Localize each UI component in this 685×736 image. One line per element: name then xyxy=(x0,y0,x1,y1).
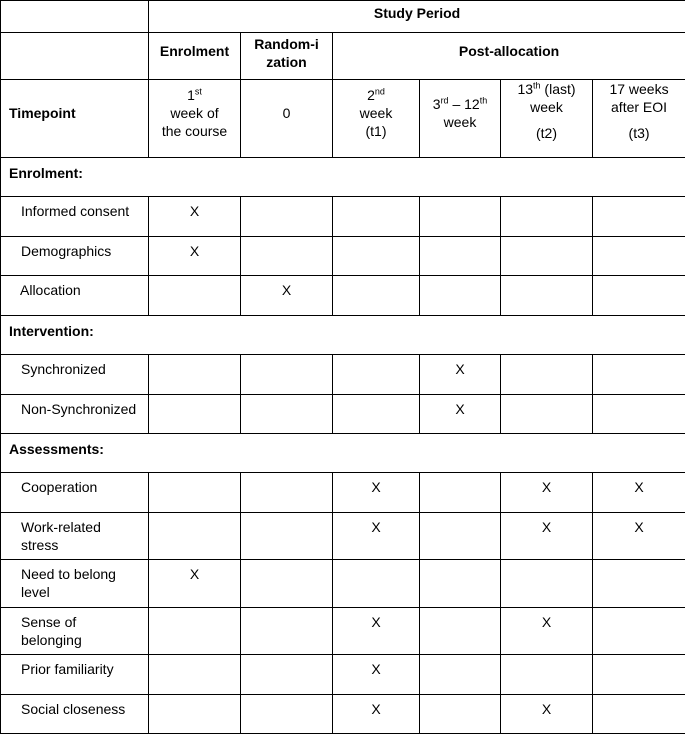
section-row-assessments xyxy=(1,434,685,473)
mark-cell xyxy=(241,695,333,734)
mark-cell xyxy=(149,695,241,734)
mark-cell xyxy=(501,237,593,276)
mark-cell xyxy=(420,560,501,608)
mark-cell xyxy=(333,395,420,434)
timepoint-intervention-weeks: 3rd – 12th week xyxy=(420,80,501,158)
mark-cell xyxy=(149,276,241,316)
mark-cell xyxy=(593,655,685,695)
mark-cell xyxy=(241,237,333,276)
mark-cell xyxy=(333,197,420,237)
timepoint-enrolment: 1st week of the course xyxy=(149,80,241,158)
mark-cell xyxy=(593,695,685,734)
mark-cell xyxy=(333,237,420,276)
mark-cell xyxy=(241,513,333,560)
mark-cell xyxy=(420,608,501,655)
mark-cell: X xyxy=(501,473,593,513)
mark-cell xyxy=(501,276,593,316)
randomization-heading: Random-ization xyxy=(241,33,333,80)
timepoint-t3: 17 weeks after EOI (t3) xyxy=(593,80,685,158)
section-title: Intervention: xyxy=(1,316,685,355)
enrolment-heading: Enrolment xyxy=(149,33,241,80)
mark-cell xyxy=(420,513,501,560)
row-label: Non-Synchronized xyxy=(1,395,149,434)
table-row xyxy=(1,237,685,276)
mark-cell: X xyxy=(420,355,501,395)
mark-cell xyxy=(593,355,685,395)
section-title: Enrolment: xyxy=(1,158,685,197)
mark-cell: X xyxy=(333,695,420,734)
table-row xyxy=(1,473,685,513)
row-label: Work-related stress xyxy=(1,513,149,560)
row-label: Synchronized xyxy=(1,355,149,395)
mark-cell xyxy=(593,395,685,434)
mark-cell xyxy=(420,655,501,695)
study-period-heading: Study Period xyxy=(149,1,685,33)
table-row xyxy=(1,695,685,734)
mark-cell xyxy=(149,395,241,434)
table-row xyxy=(1,276,685,316)
row-label: Need to belong level xyxy=(1,560,149,608)
mark-cell: X xyxy=(593,513,685,560)
mark-cell xyxy=(149,473,241,513)
header-row-phases xyxy=(1,33,685,80)
mark-cell: X xyxy=(333,513,420,560)
mark-cell xyxy=(333,560,420,608)
mark-cell xyxy=(149,608,241,655)
table-row xyxy=(1,560,685,608)
mark-cell xyxy=(149,513,241,560)
mark-cell: X xyxy=(149,237,241,276)
mark-cell xyxy=(501,395,593,434)
mark-cell: X xyxy=(149,197,241,237)
mark-cell xyxy=(420,197,501,237)
section-row-enrolment xyxy=(1,158,685,197)
mark-cell xyxy=(501,355,593,395)
header-row-study-period xyxy=(1,1,685,33)
timepoint-row xyxy=(1,80,685,158)
timepoint-t1: 2nd week (t1) xyxy=(333,80,420,158)
table-row xyxy=(1,355,685,395)
mark-cell xyxy=(149,355,241,395)
table-row xyxy=(1,513,685,560)
mark-cell xyxy=(420,276,501,316)
mark-cell xyxy=(420,237,501,276)
mark-cell: X xyxy=(420,395,501,434)
row-label: Cooperation xyxy=(1,473,149,513)
mark-cell xyxy=(149,655,241,695)
row-label: Informed consent xyxy=(1,197,149,237)
mark-cell: X xyxy=(333,473,420,513)
section-row-intervention xyxy=(1,316,685,355)
row-label: Demographics xyxy=(1,237,149,276)
timepoint-randomization: 0 xyxy=(241,80,333,158)
mark-cell: X xyxy=(501,513,593,560)
mark-cell xyxy=(593,560,685,608)
mark-cell xyxy=(501,655,593,695)
row-label: Sense of belonging xyxy=(1,608,149,655)
mark-cell xyxy=(593,197,685,237)
mark-cell xyxy=(241,560,333,608)
row-label: Allocation xyxy=(1,276,149,316)
post-allocation-heading: Post-allocation xyxy=(333,33,685,80)
timepoint-t2: 13th (last) week (t2) xyxy=(501,80,593,158)
mark-cell xyxy=(333,276,420,316)
mark-cell: X xyxy=(501,608,593,655)
mark-cell xyxy=(593,276,685,316)
table-row xyxy=(1,395,685,434)
mark-cell xyxy=(241,655,333,695)
table-row xyxy=(1,655,685,695)
row-label: Prior familiarity xyxy=(1,655,149,695)
section-title: Assessments: xyxy=(1,434,685,473)
mark-cell xyxy=(241,395,333,434)
timepoint-label: Timepoint xyxy=(1,80,149,158)
row-label: Social closeness xyxy=(1,695,149,734)
mark-cell xyxy=(241,608,333,655)
mark-cell xyxy=(241,355,333,395)
mark-cell: X xyxy=(501,695,593,734)
mark-cell: X xyxy=(241,276,333,316)
mark-cell xyxy=(420,695,501,734)
blank-header-cell xyxy=(1,33,149,80)
mark-cell: X xyxy=(333,655,420,695)
mark-cell xyxy=(593,608,685,655)
mark-cell xyxy=(241,473,333,513)
mark-cell xyxy=(241,197,333,237)
mark-cell xyxy=(333,355,420,395)
mark-cell xyxy=(420,473,501,513)
table-row xyxy=(1,608,685,655)
mark-cell: X xyxy=(333,608,420,655)
mark-cell: X xyxy=(593,473,685,513)
mark-cell: X xyxy=(149,560,241,608)
table-row xyxy=(1,197,685,237)
mark-cell xyxy=(593,237,685,276)
mark-cell xyxy=(501,197,593,237)
mark-cell xyxy=(501,560,593,608)
blank-header-cell xyxy=(1,1,149,33)
